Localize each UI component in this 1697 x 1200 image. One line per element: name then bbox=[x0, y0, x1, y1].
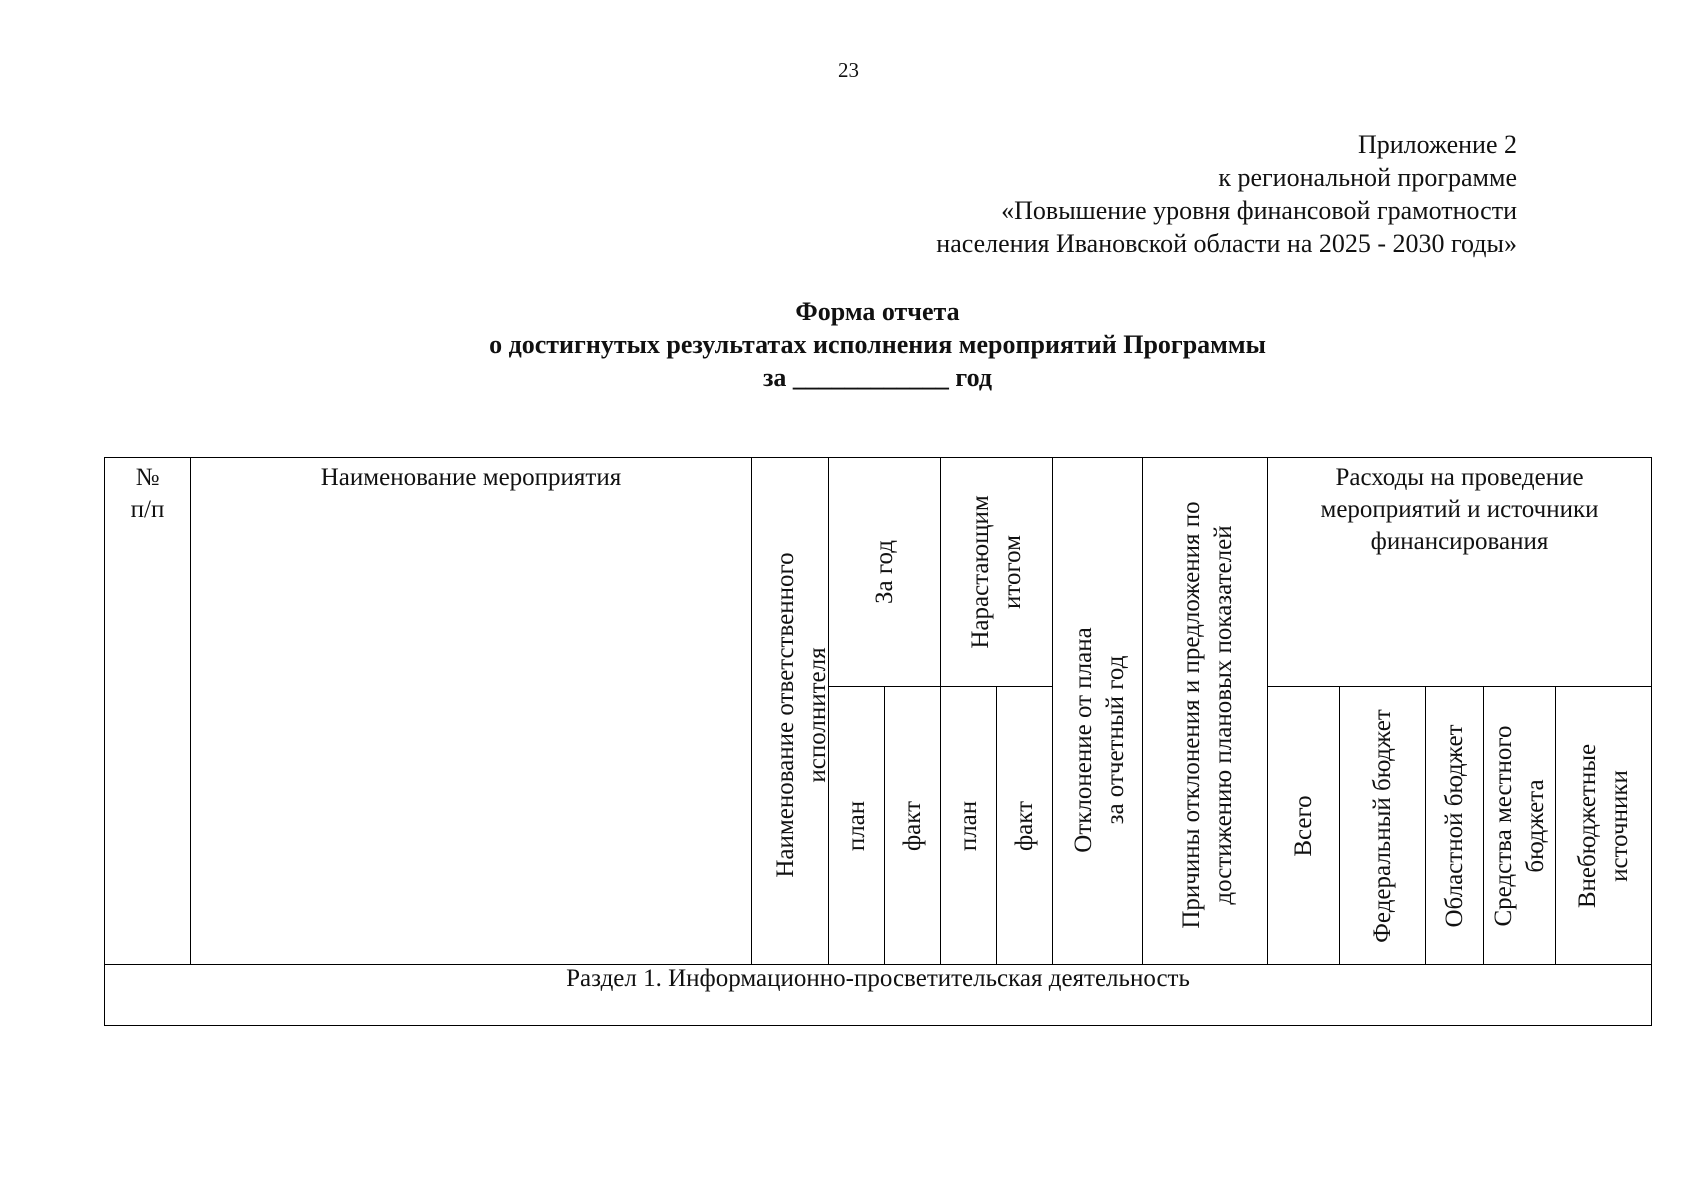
header-text: факт bbox=[898, 800, 926, 851]
header-text: Средства местного bbox=[1489, 724, 1517, 927]
header-local-budget bbox=[1484, 687, 1556, 965]
header-text: Расходы на проведение bbox=[1335, 464, 1584, 491]
appendix-line: «Повышение уровня финансовой грамотности bbox=[1001, 196, 1517, 225]
appendix-line: Приложение 2 bbox=[1357, 130, 1517, 159]
header-text: п/п bbox=[130, 496, 165, 523]
header-text: бюджета bbox=[1521, 778, 1549, 873]
header-for-year bbox=[829, 458, 941, 687]
header-text: Причины отклонения и предложения по bbox=[1177, 500, 1205, 929]
appendix-line: к региональной программе bbox=[1218, 163, 1517, 192]
reasons-header-text bbox=[1145, 462, 1270, 967]
title-line: за ____________ год bbox=[762, 363, 992, 392]
header-text: Внебюджетные bbox=[1573, 743, 1601, 908]
section-heading: Раздел 1. Информационно-просветительская деятельность bbox=[105, 965, 1652, 1026]
appendix-line: населения Ивановской области на 2025 - 2030 годы» bbox=[936, 229, 1517, 258]
header-text: мероприятий и источники bbox=[1320, 496, 1599, 523]
appendix-note bbox=[936, 128, 1517, 260]
header-expenses bbox=[1268, 458, 1652, 687]
header-activity-name bbox=[191, 458, 752, 965]
title-line: о достигнутых результатах исполнения мероприятий Программы bbox=[489, 330, 1266, 359]
header-text: итогом bbox=[998, 535, 1026, 609]
header-text: финансирования bbox=[1370, 528, 1549, 555]
title-line: Форма отчета bbox=[795, 297, 960, 326]
header-total bbox=[1268, 687, 1340, 965]
header-text: Федеральный бюджет bbox=[1368, 708, 1396, 943]
header-text: № bbox=[135, 464, 160, 491]
header-text: факт bbox=[1010, 800, 1038, 851]
header-text: исполнителя bbox=[803, 647, 831, 783]
header-text: Всего bbox=[1289, 794, 1317, 857]
report-form-table bbox=[104, 457, 1652, 1026]
header-regional-budget bbox=[1426, 687, 1484, 965]
header-text: достижению плановых показателей bbox=[1209, 524, 1237, 905]
header-text: Нарастающим bbox=[966, 495, 994, 649]
header-cumulative-fact bbox=[997, 687, 1053, 965]
header-text: план bbox=[842, 800, 870, 851]
header-text: источники bbox=[1605, 769, 1633, 882]
header-text: За год bbox=[870, 539, 898, 605]
header-cumulative bbox=[941, 458, 1053, 687]
header-text: Отклонение от плана bbox=[1070, 627, 1097, 853]
deviation-header-text bbox=[1055, 520, 1145, 960]
header-text: Областной бюджет bbox=[1440, 723, 1468, 928]
header-year-fact bbox=[885, 687, 941, 965]
header-text: план bbox=[954, 800, 982, 851]
page-number: 23 bbox=[838, 58, 859, 82]
header-text: Наименование мероприятия bbox=[320, 464, 622, 491]
header-text: за отчетный год bbox=[1102, 655, 1129, 825]
executor-header-text bbox=[763, 470, 840, 960]
header-off-budget bbox=[1556, 687, 1652, 965]
header-number bbox=[105, 458, 191, 965]
header-federal-budget bbox=[1340, 687, 1426, 965]
header-cumulative-plan bbox=[941, 687, 997, 965]
header-text: Наименование ответственного bbox=[771, 552, 799, 878]
table-row bbox=[105, 965, 1652, 1026]
form-title bbox=[0, 295, 1697, 394]
